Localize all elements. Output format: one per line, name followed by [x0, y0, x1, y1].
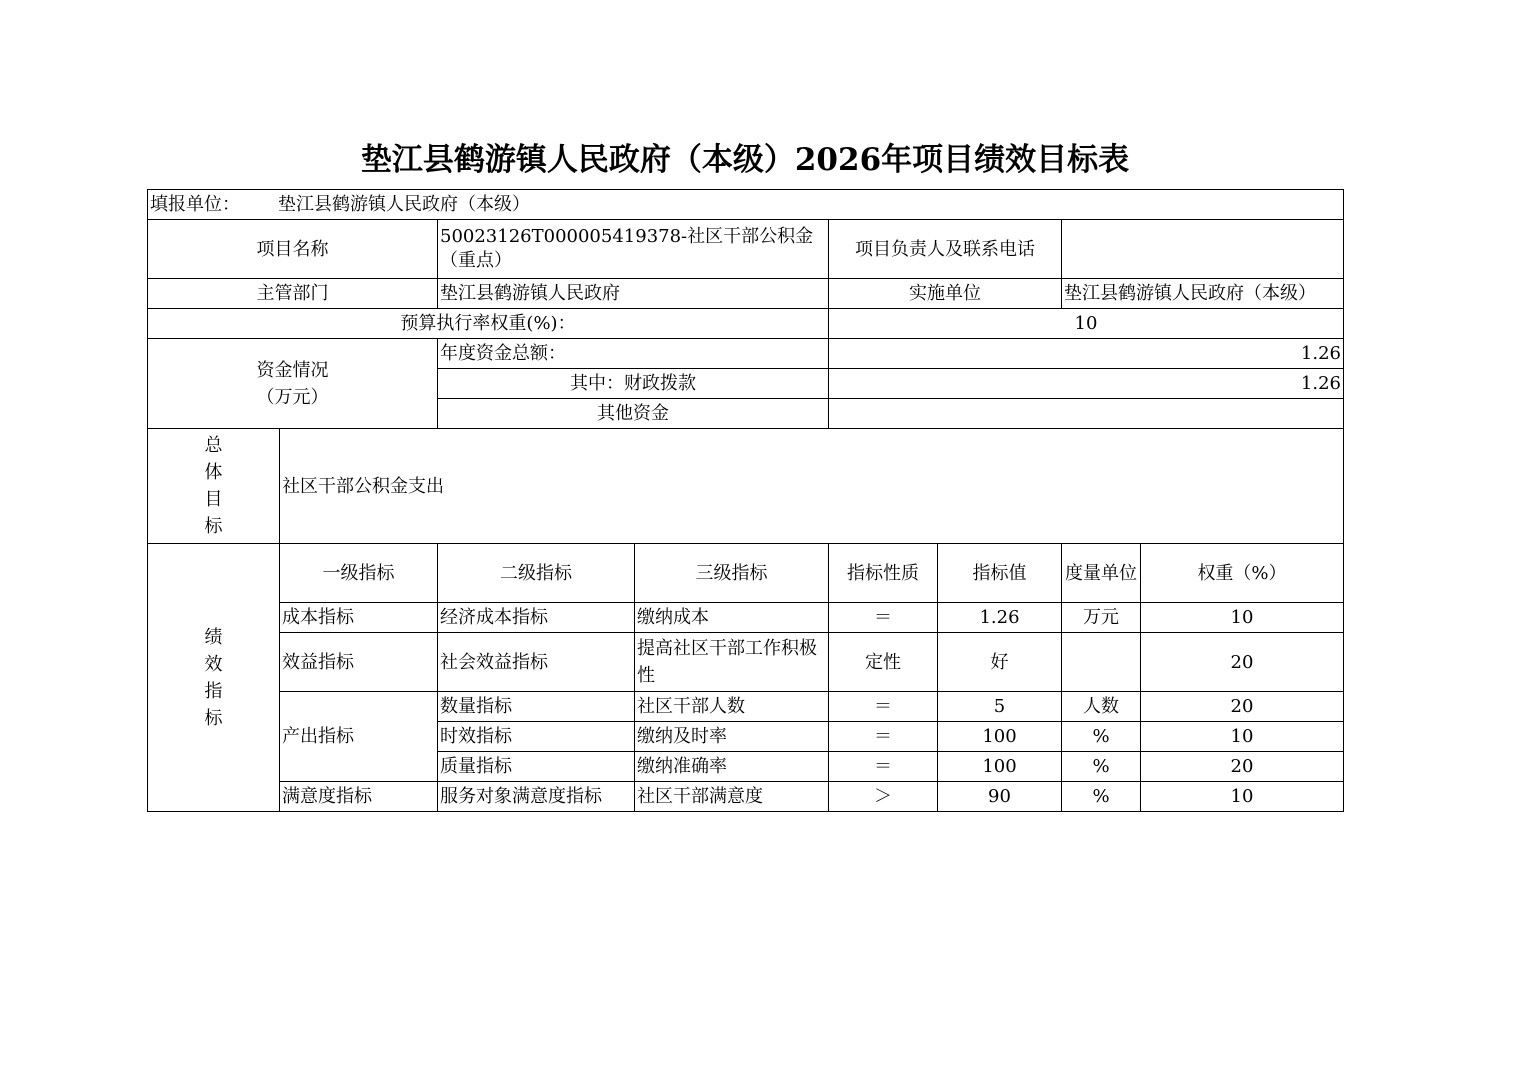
- header-unit: 度量单位: [1062, 544, 1141, 603]
- row-level2: 质量指标: [438, 752, 635, 782]
- funds-other-label: 其他资金: [438, 399, 829, 429]
- project-name-label: 项目名称: [148, 220, 438, 279]
- table-row: [148, 633, 1344, 692]
- row-unit: %: [1062, 782, 1141, 812]
- funds-other-value: [829, 399, 1344, 429]
- row-value: 好: [938, 633, 1062, 692]
- funds-label: [148, 339, 438, 429]
- table-row: [148, 782, 1344, 812]
- project-name-row: [148, 220, 1344, 279]
- funds-fiscal-value: 1.26: [829, 369, 1344, 399]
- row-level3: 缴纳及时率: [635, 722, 829, 752]
- row-weight: 20: [1141, 692, 1344, 722]
- row-weight: 10: [1141, 782, 1344, 812]
- row-nature: ＝: [829, 752, 938, 782]
- table-row: [148, 603, 1344, 633]
- overall-goal-label: [148, 429, 280, 544]
- fill-unit-label: 填报单位：: [150, 194, 240, 215]
- row-level2: 服务对象满意度指标: [438, 782, 635, 812]
- department-row: [148, 279, 1344, 309]
- project-name-value: 50023126T000005419378-社区干部公积金（重点）: [438, 220, 829, 279]
- row-level1: 满意度指标: [280, 782, 438, 812]
- funds-label-line2: （万元）: [256, 386, 329, 408]
- department-label: 主管部门: [148, 279, 438, 309]
- header-level1: 一级指标: [280, 544, 438, 603]
- row-nature: ＞: [829, 782, 938, 812]
- header-nature: 指标性质: [829, 544, 938, 603]
- row-value: 1.26: [938, 603, 1062, 633]
- row-level3: 缴纳准确率: [635, 752, 829, 782]
- indicators-char: 绩: [204, 626, 223, 648]
- row-unit: [1062, 633, 1141, 692]
- header-level2: 二级指标: [438, 544, 635, 603]
- row-level1: 成本指标: [280, 603, 438, 633]
- indicators-label: [148, 544, 280, 812]
- row-level1: 产出指标: [280, 692, 438, 782]
- project-leader-value: [1062, 220, 1344, 279]
- header-value: 指标值: [938, 544, 1062, 603]
- row-level1: 效益指标: [280, 633, 438, 692]
- overall-goal-char: 体: [204, 462, 223, 483]
- row-level3: 缴纳成本: [635, 603, 829, 633]
- row-nature: 定性: [829, 633, 938, 692]
- budget-weight-label: 预算执行率权重(%)：: [148, 309, 829, 339]
- implementing-unit-label: 实施单位: [829, 279, 1062, 309]
- implementing-unit-value: 垫江县鹤游镇人民政府（本级）: [1062, 279, 1344, 309]
- row-level2: 数量指标: [438, 692, 635, 722]
- row-level2: 社会效益指标: [438, 633, 635, 692]
- row-unit: 人数: [1062, 692, 1141, 722]
- overall-goal-text: 社区干部公积金支出: [280, 429, 1344, 544]
- fill-unit-value: 垫江县鹤游镇人民政府（本级）: [278, 194, 530, 215]
- row-weight: 20: [1141, 752, 1344, 782]
- row-value: 90: [938, 782, 1062, 812]
- row-level3: 提高社区干部工作积极性: [635, 633, 829, 692]
- row-level2: 经济成本指标: [438, 603, 635, 633]
- header-weight: 权重（%）: [1141, 544, 1344, 603]
- fill-unit-cell: [148, 190, 1344, 220]
- budget-weight-row: [148, 309, 1344, 339]
- project-leader-label: 项目负责人及联系电话: [829, 220, 1062, 279]
- row-weight: 10: [1141, 603, 1344, 633]
- funds-fiscal-label: 其中：财政拨款: [438, 369, 829, 399]
- funds-label-line1: 资金情况: [256, 359, 329, 381]
- row-weight: 20: [1141, 633, 1344, 692]
- overall-goal-char: 目: [204, 489, 223, 510]
- overall-goal-char: 总: [204, 435, 223, 456]
- indicators-char: 指: [204, 680, 223, 702]
- row-value: 5: [938, 692, 1062, 722]
- row-level3: 社区干部满意度: [635, 782, 829, 812]
- fill-unit-row: [148, 190, 1344, 220]
- department-value: 垫江县鹤游镇人民政府: [438, 279, 829, 309]
- indicators-char: 效: [204, 653, 223, 675]
- table-row: [148, 692, 1344, 722]
- funds-total-value: 1.26: [829, 339, 1344, 369]
- funds-total-label: 年度资金总额：: [438, 339, 829, 369]
- budget-weight-value: 10: [829, 309, 1344, 339]
- overall-goal-row: [148, 429, 1344, 544]
- row-nature: ＝: [829, 692, 938, 722]
- row-value: 100: [938, 752, 1062, 782]
- row-unit: %: [1062, 722, 1141, 752]
- header-level3: 三级指标: [635, 544, 829, 603]
- row-weight: 10: [1141, 722, 1344, 752]
- overall-goal-char: 标: [204, 516, 223, 537]
- row-unit: %: [1062, 752, 1141, 782]
- row-nature: ＝: [829, 603, 938, 633]
- indicators-char: 标: [204, 707, 223, 729]
- page-title: 垫江县鹤游镇人民政府（本级）2026年项目绩效目标表: [360, 142, 1130, 178]
- row-level2: 时效指标: [438, 722, 635, 752]
- indicator-header-row: [148, 544, 1344, 603]
- funds-total-row: [148, 339, 1344, 369]
- row-level3: 社区干部人数: [635, 692, 829, 722]
- performance-target-table: [147, 189, 1344, 812]
- row-nature: ＝: [829, 722, 938, 752]
- row-unit: 万元: [1062, 603, 1141, 633]
- row-value: 100: [938, 722, 1062, 752]
